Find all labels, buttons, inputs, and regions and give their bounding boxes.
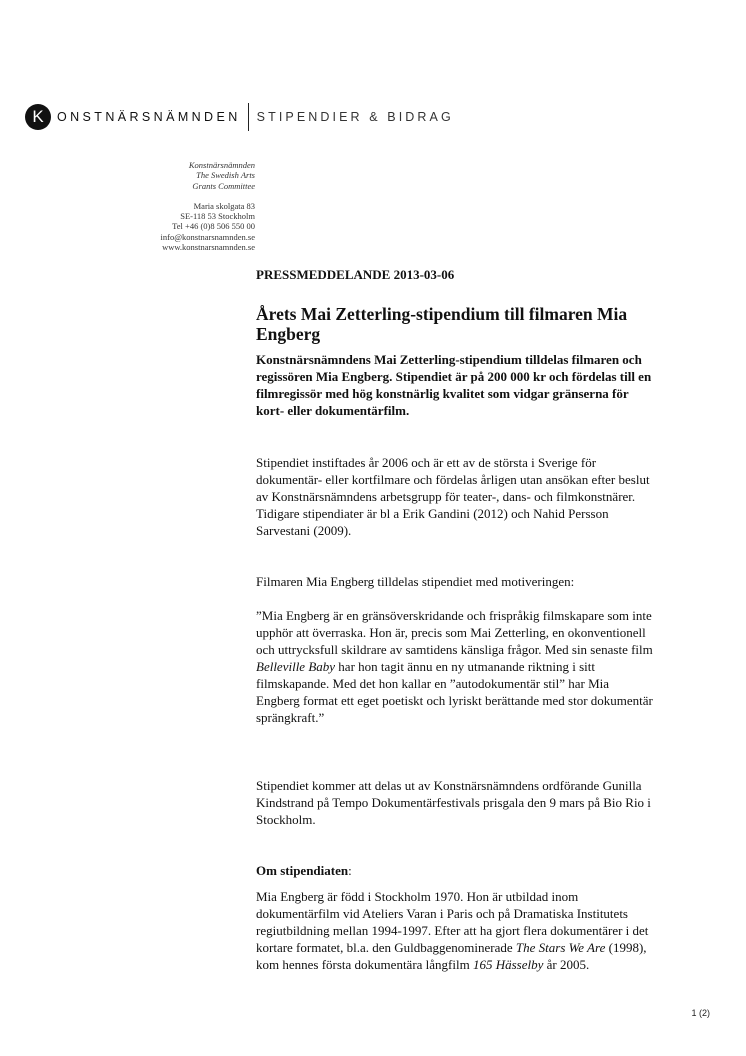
film-title: The Stars We Are <box>515 940 606 955</box>
email-line[interactable]: info@konstnarsnamnden.se <box>160 231 255 242</box>
press-release-title: Årets Mai Zetterling-stipendium till filmaren Mia Engberg <box>256 304 628 344</box>
section-heading-colon: : <box>348 863 352 878</box>
logo-wordmark: ONSTNÄRSNÄMNDEN <box>57 110 241 124</box>
section-heading <box>256 862 656 879</box>
body-paragraph: Stipendiet instiftades år 2006 och är ett av de största i Sverige för dokumentär- eller kortfilmare och fördelas årligen utan ansökan efter beslut av Konstnärsnämndens arbetsgrupp för teater-, dans- och filmkonstnärer. Tidigare stipendiater är bl a Erik Gandini (2012) och Nahid Persson Sarvestani (2009). <box>256 455 650 538</box>
logo-divider <box>248 103 249 131</box>
logo-k-circle: K <box>25 104 51 130</box>
letterhead <box>25 101 454 133</box>
quote-paragraph <box>256 607 656 726</box>
bio-paragraph <box>256 888 656 973</box>
body-paragraph: Stipendiet kommer att delas ut av Konstnärsnämndens ordförande Gunilla Kindstrand på Tempo Dokumentärfestivals prisgala den 9 mars på Bio Rio i Stockholm. <box>256 778 651 827</box>
bio-text: Mia Engberg är född i Stockholm 1970. Hon är utbildad inom dokumentärfilm vid Ateliers Varan i Paris och på Dramatiska Institutets regiutbildning mellan 1994-1997. Efter att ha gjort flera dokumentärer i det kortare formatet, bl.a. den Guldbaggenominerade <box>256 889 649 955</box>
org-name-line: Grants Committee <box>192 180 255 191</box>
logo-tagline: STIPENDIER & BIDRAG <box>256 110 454 124</box>
film-title: Belleville Baby <box>256 659 336 674</box>
org-name-line: Konstnärsnämnden <box>188 160 255 170</box>
website-line[interactable]: www.konstnarsnamnden.se <box>162 242 255 253</box>
lead-paragraph: Konstnärsnämndens Mai Zetterling-stipendium tilldelas filmaren och regissören Mia Engberg. Stipendiet är på 200 000 kr och fördelas till en filmregissör med hög konstnärlig kvalitet som vidgar gränserna för kort- eller dokumentärfilm. <box>256 352 652 418</box>
bio-text: år 2005. <box>543 957 590 972</box>
address-line: SE-118 53 Stockholm <box>180 211 255 222</box>
section-heading-text: Om stipendiaten <box>256 863 349 878</box>
page-number: 1 (2) <box>691 1008 710 1018</box>
film-title: 165 Hässelby <box>472 957 544 972</box>
quote-text: ”Mia Engberg är en gränsöverskridande och frispråkig filmskapare som inte upphör att överraska. Hon är, precis som Mai Zetterling, en okonventionell och uttrycksfull skildrare av samtidens känsliga frågor. Med sin senaste film <box>256 608 653 657</box>
press-release-body <box>256 266 656 973</box>
press-release-heading: PRESSMEDDELANDE 2013-03-06 <box>256 267 455 282</box>
phone-line: Tel +46 (0)8 506 550 00 <box>172 221 255 232</box>
address-line: Maria skolgata 83 <box>193 200 255 211</box>
sender-address-block <box>161 160 255 252</box>
body-paragraph: Filmaren Mia Engberg tilldelas stipendiet med motiveringen: <box>256 574 575 589</box>
org-name-line: The Swedish Arts <box>196 170 255 181</box>
bio-text: (1998), kom hennes första dokumentära långfilm <box>256 940 647 972</box>
quote-text: har hon tagit ännu en ny utmanande riktning i sitt filmskapande. Med det hon kallar en ”autodokumentär stil” har Mia Engberg format ett eget poetiskt och lyriskt berättande med stor dokumentär sprängkraft.” <box>256 659 653 725</box>
